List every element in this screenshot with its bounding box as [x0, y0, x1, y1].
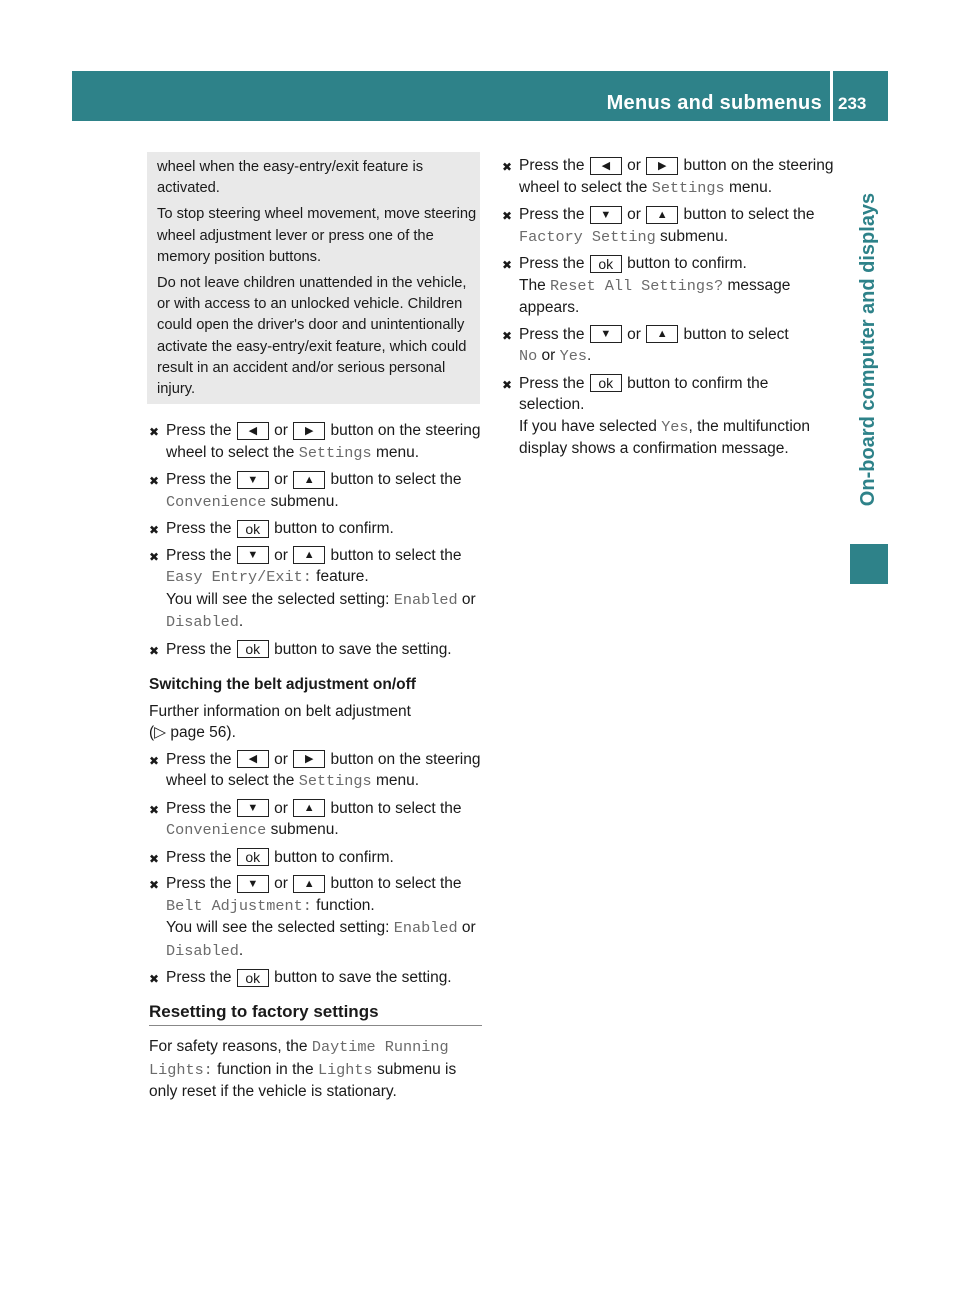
- right-key-icon: ▶: [646, 157, 678, 175]
- step-save: ✖ Press the ok button to save the setting.: [149, 967, 482, 989]
- header-divider: [830, 71, 833, 121]
- side-tab-marker: [850, 544, 888, 584]
- page-title: Menus and submenus: [606, 92, 822, 114]
- down-key-icon: ▼: [237, 471, 269, 489]
- reset-safety-note: For safety reasons, the Daytime Running Lights: function in the Lights submenu is only reset if the vehicle is stationary.: [149, 1038, 457, 1100]
- step-arrow-icon: ✖: [502, 160, 513, 174]
- step-select-settings-menu: ✖ Press the ◀ or ▶ button on the steering wheel to select the Settings menu.: [502, 157, 834, 197]
- step-confirm-selection: ✖ Press the ok button to confirm the selection. If you have selected Yes, the multifunction display shows a confirmation message.: [502, 374, 811, 457]
- factory-setting-submenu-name: Factory Setting: [519, 227, 656, 246]
- step-arrow-icon: ✖: [149, 523, 160, 537]
- step-confirm: ✖ Press the ok button to confirm.: [149, 518, 482, 540]
- up-key-icon: ▲: [293, 471, 325, 489]
- step-arrow-icon: ✖: [149, 851, 160, 866]
- easy-entry-feature-name: Easy Entry/Exit:: [166, 568, 312, 586]
- settings-menu-name: Settings: [298, 443, 372, 462]
- ok-key-icon: ok: [237, 640, 269, 658]
- warning-line: Do not leave children unattended in the vehicle, or with access to an unlocked vehicle. Children could open the driver's door and unintentionally activate the easy-entry/exit feature, which could result in an accident and/or serious personal injury.: [157, 275, 467, 398]
- up-key-icon: ▲: [646, 325, 678, 343]
- step-select-factory-setting: ✖ Press the ▼ or ▲ button to select the Factory Setting submenu.: [502, 206, 815, 246]
- down-key-icon: ▼: [237, 799, 269, 817]
- page-number: 233: [838, 94, 867, 113]
- step-select-yes-no: ✖ Press the ▼ or ▲ button to select No or Yes.: [502, 325, 789, 365]
- step-arrow-icon: ✖: [502, 377, 513, 392]
- side-tab-label: On-board computer and displays: [857, 192, 880, 506]
- step-confirm: ✖ Press the ok button to confirm.: [149, 847, 482, 869]
- ok-key-icon: ok: [590, 374, 622, 392]
- belt-steps: [149, 749, 482, 989]
- step-select-belt-adjustment: ✖ Press the ▼ or ▲ button to select the Belt Adjustment: function. You will see the selected setting: Enabled or Disabled.: [149, 875, 476, 960]
- warning-text: [157, 157, 477, 405]
- convenience-submenu-name: Convenience: [166, 492, 267, 511]
- up-key-icon: ▲: [646, 206, 678, 224]
- step-arrow-icon: ✖: [149, 878, 160, 892]
- right-key-icon: ▶: [293, 422, 325, 440]
- step-arrow-icon: ✖: [502, 328, 513, 343]
- left-key-icon: ◀: [237, 750, 269, 768]
- down-key-icon: ▼: [590, 206, 622, 224]
- down-key-icon: ▼: [237, 875, 269, 893]
- reset-heading: Resetting to factory settings: [149, 1001, 482, 1027]
- step-arrow-icon: ✖: [502, 209, 513, 223]
- ok-key-icon: ok: [237, 969, 269, 987]
- step-select-settings-menu: ✖ Press the ◀ or ▶ button on the steering wheel to select the Settings menu.: [149, 750, 481, 790]
- factory-reset-steps: [502, 155, 837, 460]
- belt-heading: Switching the belt adjustment on/off: [149, 676, 416, 693]
- step-save: ✖ Press the ok button to save the setting.: [149, 639, 482, 661]
- belt-adjustment-function-name: Belt Adjustment:: [166, 896, 312, 915]
- step-arrow-icon: ✖: [149, 972, 160, 986]
- step-select-convenience: ✖ Press the ▼ or ▲ button to select the Convenience submenu.: [149, 799, 462, 839]
- warning-line: wheel when the easy-entry/exit feature is activated.: [157, 159, 424, 197]
- ok-key-icon: ok: [237, 848, 269, 866]
- step-arrow-icon: ✖: [149, 474, 160, 488]
- belt-intro: Further information on belt adjustment (▷ page 56).: [149, 702, 411, 741]
- right-key-icon: ▶: [293, 750, 325, 768]
- side-tab: [850, 160, 888, 538]
- step-select-settings-menu: ✖ Press the ◀ or ▶ button on the steering wheel to select the Settings menu.: [149, 422, 481, 462]
- easy-entry-steps: [149, 420, 482, 660]
- left-key-icon: ◀: [237, 422, 269, 440]
- step-arrow-icon: ✖: [149, 753, 160, 768]
- up-key-icon: ▲: [293, 799, 325, 817]
- step-arrow-icon: ✖: [149, 425, 160, 439]
- page-reference: (▷ page 56).: [149, 724, 236, 741]
- step-arrow-icon: ✖: [502, 258, 513, 272]
- step-confirm: ✖ Press the ok button to confirm. The Reset All Settings? message appears.: [502, 255, 791, 316]
- step-arrow-icon: ✖: [149, 643, 160, 658]
- up-key-icon: ▲: [293, 875, 325, 893]
- down-key-icon: ▼: [590, 325, 622, 343]
- ok-key-icon: ok: [237, 520, 269, 538]
- ok-key-icon: ok: [590, 255, 622, 273]
- step-select-easy-entry: ✖ Press the ▼ or ▲ button to select the Easy Entry/Exit: feature. You will see the selected setting: Enabled or Disabled.: [149, 546, 476, 631]
- right-column: [502, 155, 837, 465]
- step-select-convenience: ✖ Press the ▼ or ▲ button to select the Convenience submenu.: [149, 471, 462, 511]
- left-key-icon: ◀: [590, 157, 622, 175]
- warning-line: To stop steering wheel movement, move steering wheel adjustment lever or press one of the memory position buttons.: [157, 206, 477, 265]
- reset-all-message: Reset All Settings?: [550, 276, 724, 295]
- up-key-icon: ▲: [293, 546, 325, 564]
- down-key-icon: ▼: [237, 546, 269, 564]
- left-column: [149, 420, 482, 1108]
- step-arrow-icon: ✖: [149, 802, 160, 817]
- step-arrow-icon: ✖: [149, 549, 160, 564]
